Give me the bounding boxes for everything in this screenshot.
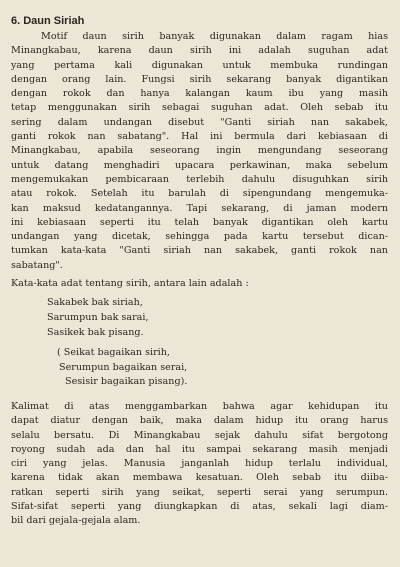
paragraph-daun-sirih	[11, 30, 388, 273]
paragraph-line: ganti rokok nan sabatang". Hal ini bermula dari kebiasaan di	[11, 131, 388, 143]
paragraph-line: dengan orang lain. Fungsi sirih sekarang banyak digantikan	[11, 73, 388, 85]
paragraph-line: undangan yang dicetak, sehingga pada kartu tersebut dican-	[11, 231, 388, 243]
paragraph-line: tetap menggunakan sirih sebagai suguhan adat. Oleh sebab itu	[11, 102, 388, 114]
paragraph-line: royong sudah ada dan hal itu sampai sekarang masih menjadi	[11, 443, 388, 455]
paragraph-line: tumkan kata-kata "Ganti siriah nan sakabek, ganti rokok nan	[11, 245, 388, 257]
paragraph-line: untuk datang menghadiri upacara perkawinan, maka sebelum	[11, 159, 388, 171]
section-heading: 6. Daun Siriah	[11, 15, 85, 27]
paragraph-line: ciri yang jelas. Manusia janganlah hidup terlalu individual,	[11, 458, 388, 470]
verse-line: Sarumpun bak sarai,	[47, 311, 149, 323]
intro-line: Kata-kata adat tentang sirih, antara lain adalah :	[11, 278, 249, 290]
paragraph-line: atau rokok. Setelah itu barulah di sipengundang mengemuka-	[11, 188, 388, 200]
translation-line: ( Seikat bagaikan sirih,	[57, 347, 170, 359]
paragraph-line: bil dari gejala-gejala alam.	[11, 515, 141, 527]
paragraph-kalimat	[11, 400, 388, 529]
verse-line: Sasikek bak pisang.	[47, 326, 144, 338]
paragraph-line: selalu bersatu. Di Minangkabau sejak dahulu sifat bergotong	[11, 429, 388, 441]
paragraph-line: mengemukakan pembicaraan terlebih dahulu disuguhkan sirih	[11, 173, 388, 185]
paragraph-line: Minangkabau, apabila seseorang ingin mengundang seseorang	[11, 145, 388, 157]
paragraph-line: dengan rokok dan hanya kalangan kaum ibu yang masih	[11, 88, 388, 100]
paragraph-line: sering dalam undangan disebut "Ganti siriah nan sakabek,	[11, 116, 388, 128]
adat-verse	[47, 296, 388, 340]
paragraph-line: kan maksud kedatangannya. Tapi sekarang, di jaman modern	[11, 202, 388, 214]
paragraph-line: ratkan seperti sirih yang seikat, seperti serai yang serumpun.	[11, 486, 388, 498]
translation-line: Serumpun bagaikan serai,	[59, 361, 188, 373]
paragraph-line: ini kebiasaan seperti itu telah banyak digantikan oleh kartu	[11, 216, 388, 228]
paragraph-line: karena tidak akan membawa kesatuan. Oleh sebab itu diiba-	[11, 472, 388, 484]
translation-line: Sesisir bagaikan pisang).	[65, 376, 188, 388]
paragraph-line: Motif daun sirih banyak digunakan dalam ragam hias	[41, 31, 388, 42]
paragraph-line: Kalimat di atas menggambarkan bahwa agar kehidupan itu	[11, 400, 388, 412]
verse-translation	[57, 346, 388, 390]
paragraph-line: dapat diatur dengan baik, maka dalam hidup itu orang harus	[11, 415, 388, 427]
paragraph-line: yang pertama kali digunakan untuk membuka rundingan	[11, 59, 388, 71]
paragraph-line: Minangkabau, karena daun sirih ini adalah suguhan adat	[11, 45, 388, 57]
verse-line: Sakabek bak siriah,	[47, 297, 143, 309]
paragraph-line: Sifat-sifat seperti yang diungkapkan di atas, sekali lagi diam-	[11, 500, 388, 512]
paragraph-line: sabatang".	[11, 259, 63, 271]
